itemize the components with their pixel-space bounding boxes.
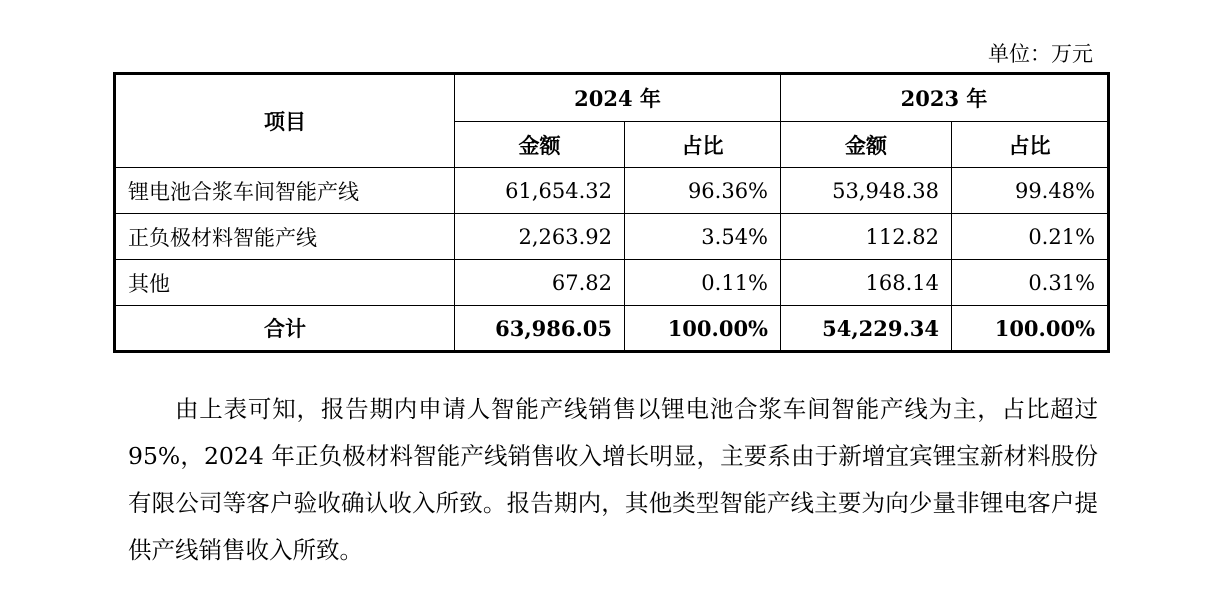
total-ratio-2024: 100.00%: [625, 306, 781, 352]
total-ratio-2023: 100.00%: [952, 306, 1109, 352]
amount-2024: 67.82: [455, 260, 625, 306]
ratio-2023: 99.48%: [952, 168, 1109, 214]
ratio-2024: 3.54%: [625, 214, 781, 260]
header-amount-2023: 金额: [781, 122, 952, 168]
amount-2023: 53,948.38: [781, 168, 952, 214]
header-ratio-2023: 占比: [952, 122, 1109, 168]
table-row: [115, 168, 1109, 214]
ratio-2024: 96.36%: [625, 168, 781, 214]
total-amount-2023: 54,229.34: [781, 306, 952, 352]
header-year-2023: 2023 年: [781, 74, 1109, 122]
table-row: [115, 260, 1109, 306]
table-total-row: [115, 306, 1109, 352]
header-year-2024: 2024 年: [455, 74, 781, 122]
amount-2024: 61,654.32: [455, 168, 625, 214]
table-header-row-years: [115, 74, 1109, 122]
analysis-paragraph: 由上表可知，报告期内申请人智能产线销售以锂电池合浆车间智能产线为主，占比超过 95%，2024 年正负极材料智能产线销售收入增长明显，主要系由于新增宜宾锂宝新材料股份有限公司等客户验收确认收入所致。报告期内，其他类型智能产线主要为向少量非锂电客户提供产线销售收入所致。: [128, 395, 1098, 564]
row-label: 其他: [115, 260, 455, 306]
amount-2024: 2,263.92: [455, 214, 625, 260]
ratio-2024: 0.11%: [625, 260, 781, 306]
ratio-2023: 0.31%: [952, 260, 1109, 306]
table-row: [115, 214, 1109, 260]
header-amount-2024: 金额: [455, 122, 625, 168]
revenue-table: [113, 72, 1110, 353]
row-label: 正负极材料智能产线: [115, 214, 455, 260]
header-ratio-2024: 占比: [625, 122, 781, 168]
header-item: 项目: [115, 74, 455, 168]
row-label: 锂电池合浆车间智能产线: [115, 168, 455, 214]
total-amount-2024: 63,986.05: [455, 306, 625, 352]
ratio-2023: 0.21%: [952, 214, 1109, 260]
total-label: 合计: [115, 306, 455, 352]
amount-2023: 168.14: [781, 260, 952, 306]
unit-label: 单位：万元: [988, 42, 1093, 66]
amount-2023: 112.82: [781, 214, 952, 260]
